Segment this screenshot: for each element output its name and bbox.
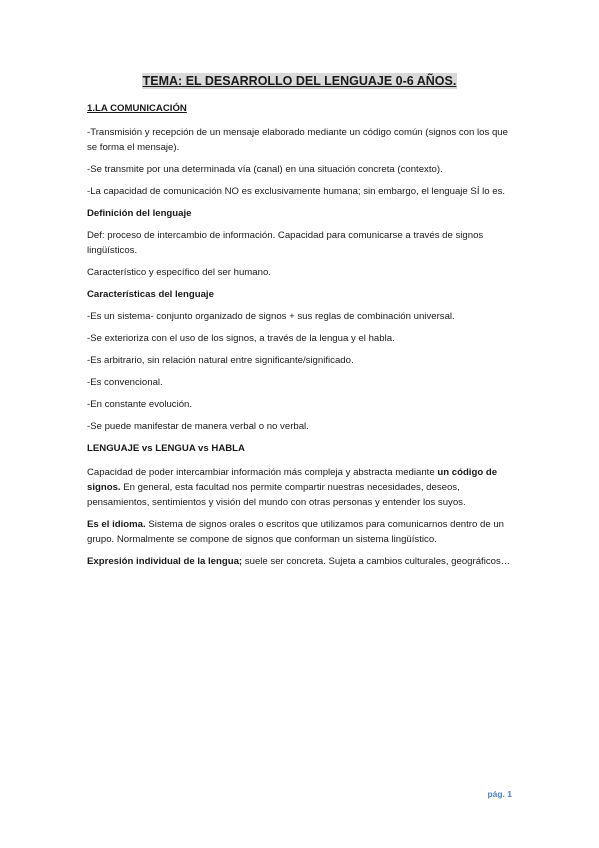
list-item: -Se puede manifestar de manera verbal o no verbal. <box>87 421 309 432</box>
section-heading-comunicacion: 1.LA COMUNICACIÓN <box>87 103 187 114</box>
paragraph-caracteristico: Característico y específico del ser humano. <box>87 267 271 278</box>
list-item: -Es un sistema- conjunto organizado de signos + sus reglas de combinación universal. <box>87 311 455 322</box>
list-item: -Es convencional. <box>87 377 163 388</box>
section-heading-caracteristicas: Características del lenguaje <box>87 289 214 300</box>
list-item: -Se exterioriza con el uso de los signos, a través de la lengua y el habla. <box>87 333 395 344</box>
text-span: Capacidad de poder intercambiar información más compleja y abstracta mediante <box>87 467 438 478</box>
document-body <box>87 101 515 576</box>
paragraph-definicion: Def: proceso de intercambio de información. Capacidad para comunicarse a través de signos lingüísticos. <box>87 230 484 256</box>
text-span: suele ser concreta. Sujeta a cambios culturales, geográficos… <box>242 556 511 567</box>
list-item: -Es arbitrario, sin relación natural entre significante/significado. <box>87 355 354 366</box>
paragraph-habla <box>87 554 515 569</box>
paragraph-capacidad: -La capacidad de comunicación NO es exclusivamente humana; sin embargo, el lenguaje SÍ lo es. <box>87 186 506 197</box>
section-heading-lenguaje-lengua-habla: LENGUAJE vs LENGUA vs HABLA <box>87 443 245 454</box>
list-item: -En constante evolución. <box>87 399 193 410</box>
paragraph-transmision: -Transmisión y recepción de un mensaje elaborado mediante un código común (signos con los que se forma el mensaje). <box>87 127 508 153</box>
page-number: pág. 1 <box>487 789 512 799</box>
bold-span: Expresión individual de la lengua; <box>87 556 243 567</box>
section-heading-definicion: Definición del lenguaje <box>87 208 192 219</box>
document-title-text: TEMA: EL DESARROLLO DEL LENGUAJE 0-6 AÑOS. <box>142 74 457 88</box>
text-span: En general, esta facultad nos permite compartir nuestras necesidades, deseos, pensamientos, sentimientos y visión del mundo con otras personas y entender los suyos. <box>87 482 466 508</box>
paragraph-lengua <box>87 517 515 547</box>
bold-span: un código de signos. <box>87 467 498 493</box>
paragraph-lenguaje <box>87 465 515 510</box>
document-title <box>0 74 599 88</box>
bold-span: Es el idioma. <box>87 519 146 530</box>
paragraph-canal: -Se transmite por una determinada vía (canal) en una situación concreta (contexto). <box>87 164 443 175</box>
text-span: Sistema de signos orales o escritos que utilizamos para comunicarnos dentro de un grupo. Normalmente se compone de signos que conforman un sistema lingüístico. <box>87 519 505 545</box>
